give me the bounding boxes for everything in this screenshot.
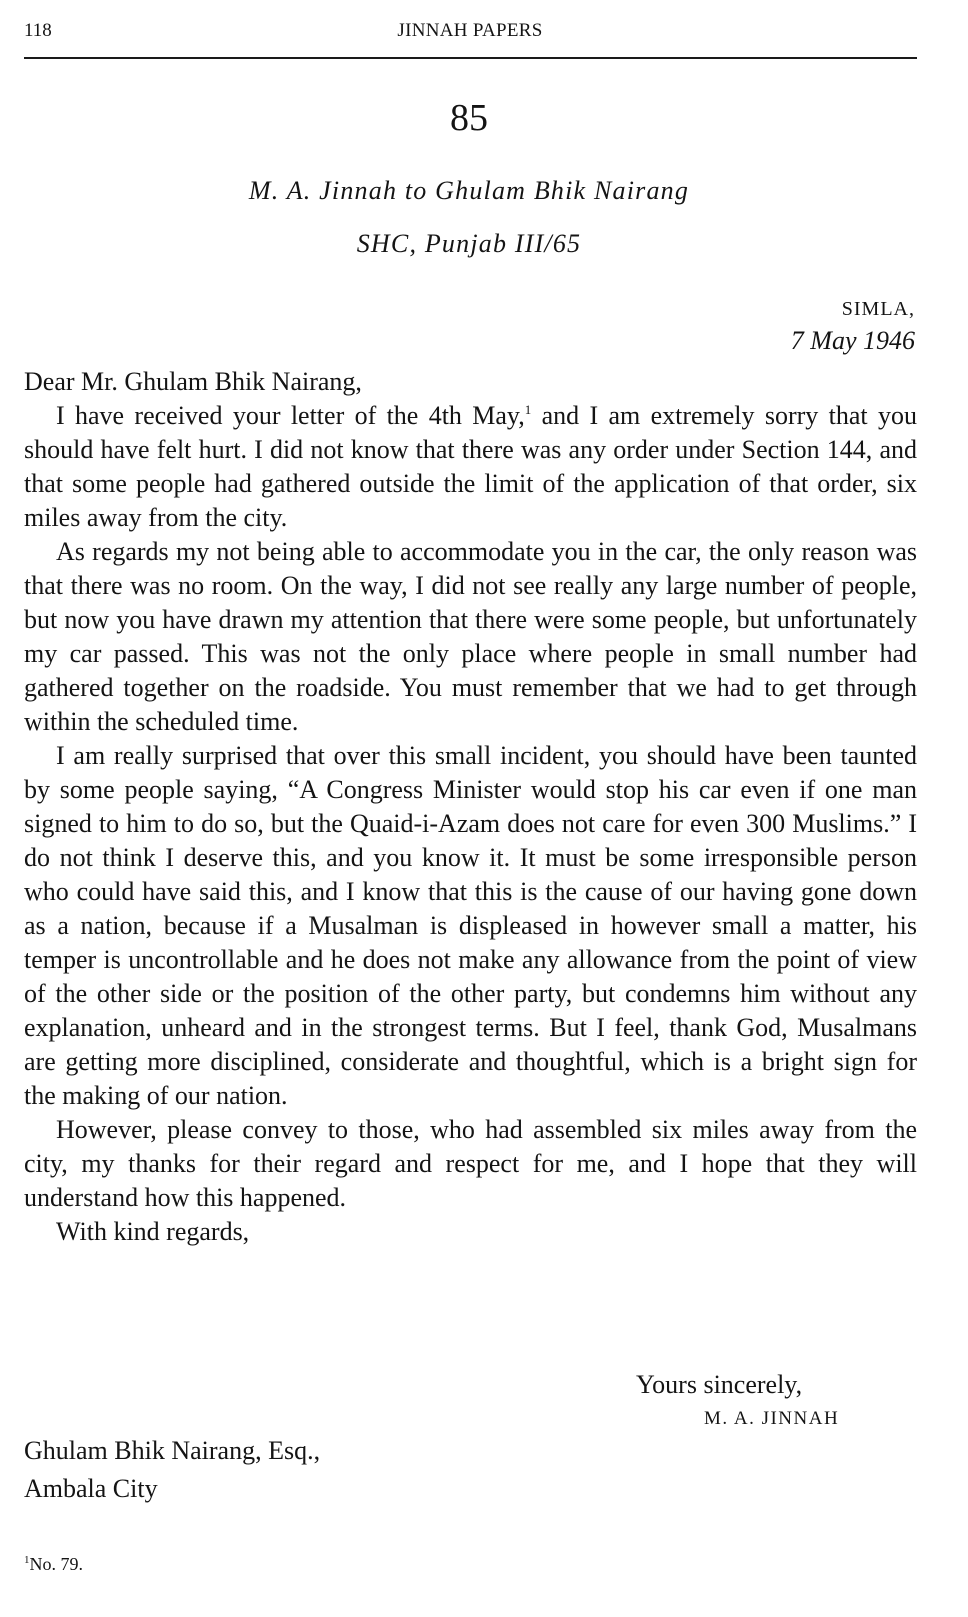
footnote [24, 1554, 83, 1575]
paragraph-2: As regards my not being able to accommodate you in the car, the only reason was that there was no room. On the way, I did not see really any large number of people, but now you have drawn my attention that there were some people, but unfortunately my car passed. This was not the only place where people in small number had gathered together on the roadside. You must remember that we had to get through within the scheduled time. [24, 537, 917, 736]
letter-body [24, 365, 917, 1249]
letter-place: SIMLA, [841, 298, 915, 320]
letter-date: 7 May 1946 [790, 326, 915, 355]
closing: Yours sincerely, [636, 1370, 803, 1399]
regards-line: With kind regards, [56, 1217, 250, 1246]
paragraph-1 [24, 399, 917, 535]
footnote-mark: 1 [24, 1554, 30, 1566]
document-reference: SHC, Punjab III/65 [356, 229, 582, 258]
paragraph-1-rest: and I am extremely sorry that you should have felt hurt. I did not know that there was any order under Section 144, and that some people had gathered outside the limit of the application of that order, six miles away from the city. [24, 401, 917, 532]
salutation: Dear Mr. Ghulam Bhik Nairang, [24, 367, 362, 396]
page-header [24, 16, 916, 46]
document-title: M. A. Jinnah to Ghulam Bhik Nairang [248, 176, 690, 205]
addressee-place: Ambala City [24, 1474, 158, 1503]
footnote-reference-mark: 1 [524, 402, 532, 417]
document-number: 85 [450, 97, 488, 139]
footnote-text: No. 79. [29, 1554, 83, 1574]
addressee-name: Ghulam Bhik Nairang, Esq., [24, 1436, 321, 1465]
addressee [24, 1432, 320, 1508]
signature: M. A. JINNAH [704, 1408, 840, 1429]
paragraph-3: I am really surprised that over this small incident, you should have been taunted by some people saying, “A Congress Minister would stop his car even if one man signed to him to do so, but the Quaid-i-Azam does not care for even 300 Muslims.” I do not think I deserve this, and you know it. It must be some irresponsible person who could have said this, and I know that this is the cause of our having gone down as a nation, because if a Musalman is displeased in however small a matter, his temper is uncontrollable and he does not make any allowance from the point of view of the other side or the position of the other party, but condemns him without any explanation, unheard and in the strongest terms. But I feel, thank God, Musalmans are getting more disciplined, considerate and thoughtful, which is a bright sign for the making of our nation. [24, 741, 917, 1110]
page-number: 118 [24, 20, 52, 41]
running-title: JINNAH PAPERS [397, 20, 543, 41]
paragraph-1-start: I have received your letter of the 4th May, [56, 401, 525, 430]
paragraph-4: However, please convey to those, who had assembled six miles away from the city, my thanks for their regard and respect for me, and I hope that they will understand how this happened. [24, 1115, 917, 1212]
header-rule [24, 57, 917, 59]
